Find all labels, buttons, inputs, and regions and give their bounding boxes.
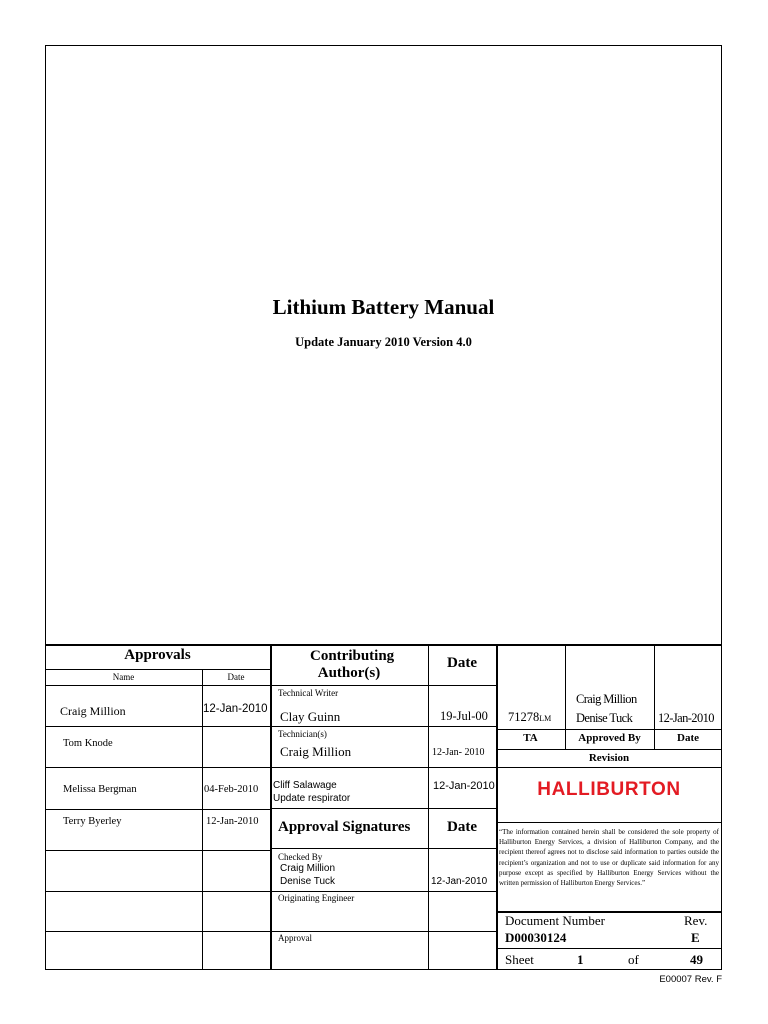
divider bbox=[45, 931, 270, 932]
originating-engineer-label: Originating Engineer bbox=[278, 893, 355, 903]
divider bbox=[496, 948, 722, 949]
divider bbox=[270, 848, 496, 849]
divider bbox=[428, 644, 429, 970]
approver-name: Craig Million bbox=[60, 704, 126, 718]
contributing-date-heading: Date bbox=[447, 655, 477, 671]
sheet-label: Sheet bbox=[505, 952, 534, 967]
ta-suffix: LM bbox=[539, 714, 552, 723]
checked-date: 12-Jan-2010 bbox=[431, 876, 488, 887]
approval-label: Approval bbox=[278, 933, 312, 943]
ta-number: 71278 bbox=[508, 710, 540, 724]
approved-by-name: Craig Million bbox=[576, 692, 637, 706]
document-subtitle: Update January 2010 Version 4.0 bbox=[295, 335, 472, 349]
sheet-number: 1 bbox=[577, 952, 584, 967]
technician-name: Craig Million bbox=[280, 744, 352, 759]
technical-writer-label: Technical Writer bbox=[278, 688, 339, 698]
approval-signatures-date-heading: Date bbox=[447, 819, 477, 835]
contributor-note: Update respirator bbox=[273, 793, 351, 804]
approver-date: 12-Jan-2010 bbox=[203, 703, 268, 715]
approvals-heading: Approvals bbox=[124, 647, 191, 663]
technical-writer-name: Clay Guinn bbox=[280, 709, 341, 724]
approver-name: Terry Byerley bbox=[63, 816, 122, 827]
rev-label: Rev. bbox=[684, 913, 708, 928]
approver-date: 12-Jan-2010 bbox=[206, 816, 259, 827]
revision-date-header: Date bbox=[677, 732, 699, 744]
divider bbox=[270, 891, 496, 892]
approver-name: Tom Knode bbox=[63, 738, 113, 749]
form-id: E00007 Rev. F bbox=[659, 974, 722, 985]
document-title: Lithium Battery Manual bbox=[272, 295, 495, 319]
disclaimer-text: “The information contained herein shall be considered the sole property of Halliburton Energy Services, a division of Halliburton Company, and the recipient thereof agrees not to disclose said information to parties outside the recipient’s organization and not to use or duplicate said information for any purpose except as specified by Halliburton Energy Services without the written permission of Halliburton Energy Services.” bbox=[499, 828, 719, 888]
ta-value bbox=[508, 711, 551, 724]
divider bbox=[270, 808, 496, 809]
approvals-date-header: Date bbox=[227, 672, 245, 682]
checked-by-name: Denise Tuck bbox=[280, 876, 336, 887]
technical-writer-date: 19-Jul-00 bbox=[440, 709, 488, 723]
divider bbox=[270, 767, 496, 768]
contributor-name: Cliff Salawage bbox=[273, 780, 337, 791]
divider bbox=[45, 685, 270, 686]
checked-by-label: Checked By bbox=[278, 852, 323, 862]
approved-by-header: Approved By bbox=[578, 732, 641, 744]
divider bbox=[270, 726, 496, 727]
revision-letter: E bbox=[691, 930, 700, 945]
divider bbox=[45, 767, 270, 768]
approved-by-name: Denise Tuck bbox=[576, 711, 633, 725]
divider bbox=[270, 931, 496, 932]
divider bbox=[496, 729, 722, 730]
divider bbox=[45, 891, 270, 892]
document-number-label: Document Number bbox=[505, 913, 606, 928]
divider bbox=[45, 669, 270, 670]
divider bbox=[270, 685, 496, 686]
ta-header: TA bbox=[523, 732, 538, 744]
halliburton-logo: HALLIBURTON bbox=[537, 779, 681, 800]
divider bbox=[45, 809, 270, 810]
contributor-date: 12-Jan-2010 bbox=[433, 780, 495, 792]
contributing-authors-heading: Contributing Author(s) bbox=[310, 648, 395, 681]
approver-name: Melissa Bergman bbox=[63, 784, 137, 795]
divider bbox=[496, 822, 722, 823]
checked-by-name: Craig Million bbox=[280, 863, 336, 874]
approval-signatures-heading: Approval Signatures bbox=[278, 819, 411, 835]
document-number: D00030124 bbox=[505, 930, 567, 945]
technician-date: 12-Jan- 2010 bbox=[432, 747, 485, 758]
divider bbox=[45, 726, 270, 727]
divider bbox=[45, 850, 270, 851]
divider bbox=[496, 749, 722, 750]
revision-date: 12-Jan-2010 bbox=[658, 711, 714, 725]
approver-date: 04-Feb-2010 bbox=[204, 784, 259, 795]
revision-label: Revision bbox=[588, 752, 630, 764]
of-label: of bbox=[628, 952, 639, 967]
technicians-label: Technician(s) bbox=[278, 729, 327, 739]
table-top-line bbox=[45, 644, 722, 646]
sheet-total: 49 bbox=[690, 952, 703, 967]
divider bbox=[496, 767, 722, 768]
divider bbox=[270, 644, 272, 970]
approvals-name-header: Name bbox=[112, 672, 135, 682]
divider bbox=[496, 644, 498, 970]
